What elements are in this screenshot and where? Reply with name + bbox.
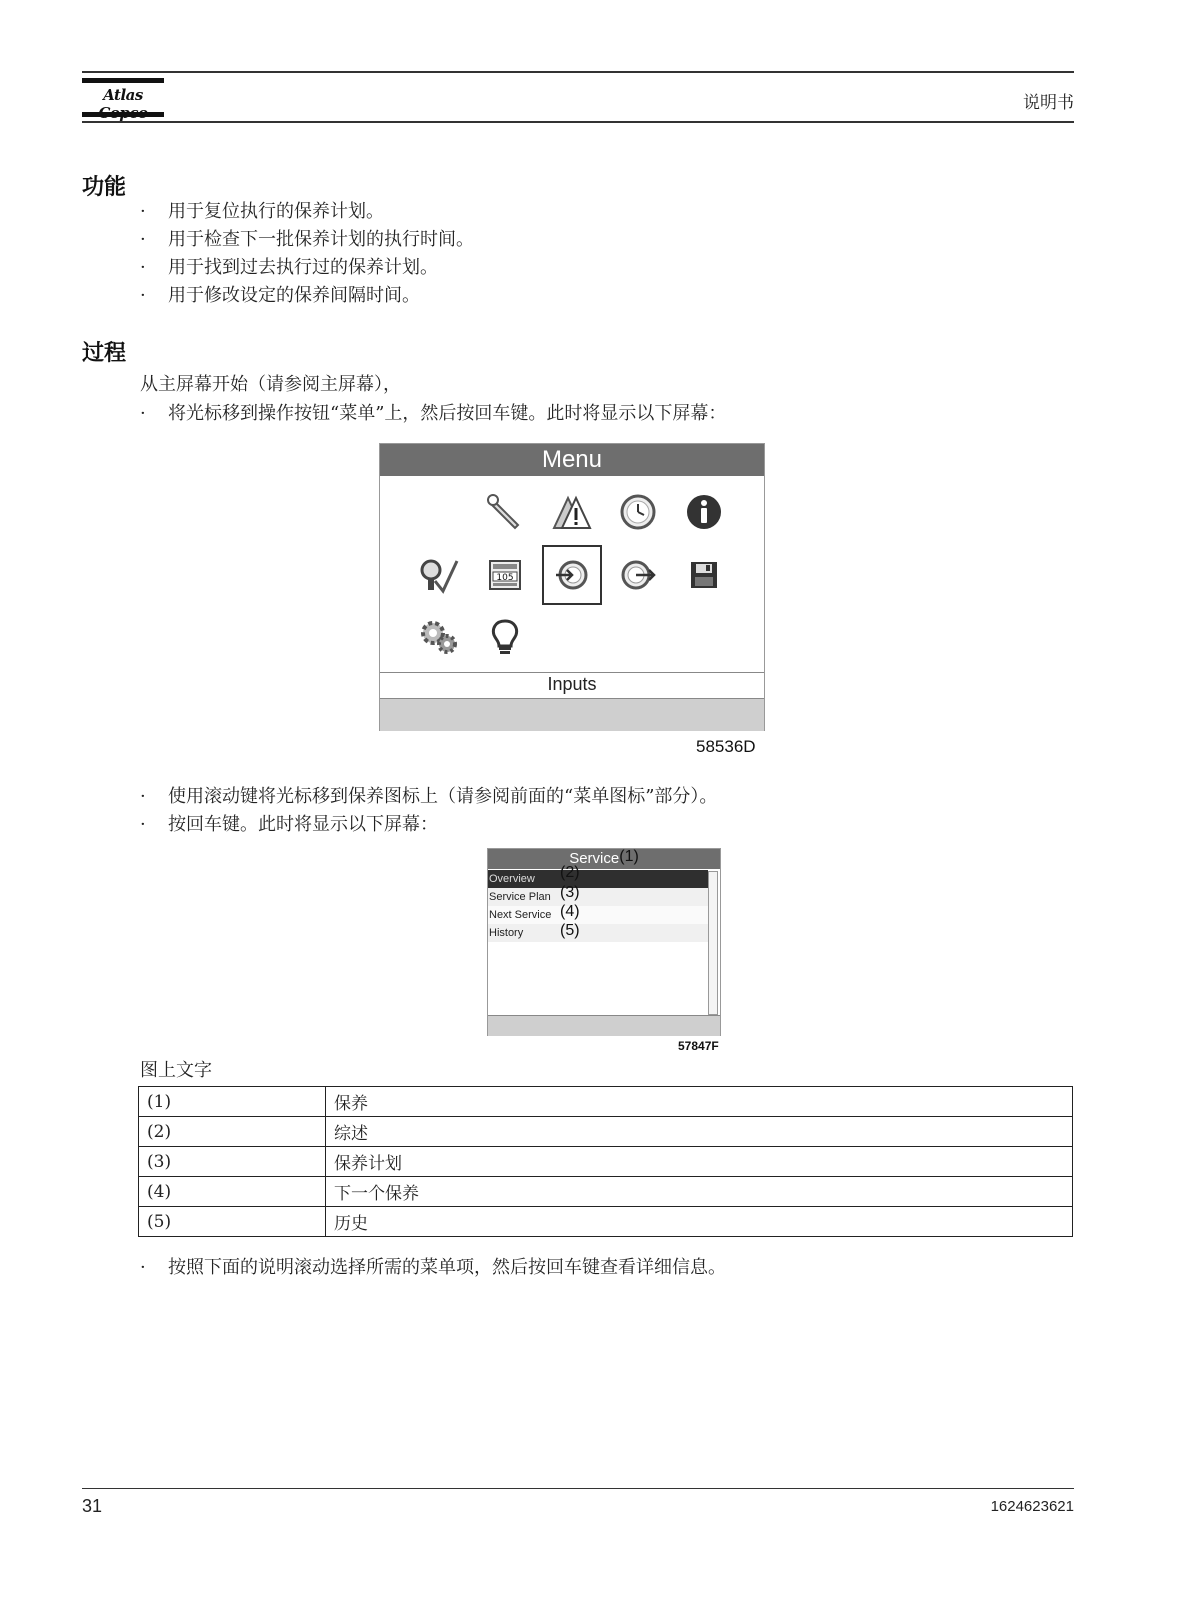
menu-figure-code: 58536D (696, 737, 756, 756)
procedure-step-list (140, 400, 726, 428)
functions-heading: 功能 (82, 175, 127, 200)
procedure-step: · 按照下面的说明滚动选择所需的菜单项，然后按回车键查看详细信息。 (140, 1254, 726, 1282)
table-row (139, 1117, 1073, 1147)
service-row-overview[interactable] (488, 870, 708, 888)
service-figure-code: 57847F (678, 1039, 719, 1053)
table-row (139, 1177, 1073, 1207)
callout-3: (3) (560, 884, 580, 901)
info-icon[interactable] (676, 484, 732, 540)
warning-icon[interactable] (543, 484, 599, 540)
procedure-heading: 过程 (82, 341, 127, 366)
callout-4: (4) (560, 903, 580, 920)
service-row-next-service[interactable] (488, 906, 708, 924)
legend-value: 综述 (326, 1117, 1073, 1147)
header-top-rule (82, 71, 1074, 73)
check-icon[interactable] (411, 547, 467, 603)
menu-screen (379, 443, 765, 731)
procedure-step-list (140, 1254, 726, 1282)
table-row (139, 1087, 1073, 1117)
procedure-step: · 按回车键。此时将显示以下屏幕： (140, 811, 717, 839)
menu-caption: Inputs (547, 674, 597, 694)
legend-caption: 图上文字 (140, 1060, 212, 1081)
procedure-step-list (140, 783, 717, 839)
procedure-step: · 使用滚动键将光标移到保养图标上（请参阅前面的“菜单图标”部分）。 (140, 783, 717, 811)
callout-5: (5) (560, 922, 580, 939)
scrollbar-thumb[interactable] (709, 872, 717, 1014)
save-icon[interactable] (676, 547, 732, 603)
footer-rule (82, 1488, 1074, 1489)
legend-key: (1) (139, 1087, 326, 1117)
service-row-label: Service Plan (489, 891, 551, 903)
service-screen (487, 848, 721, 1036)
svg-text:105: 105 (496, 573, 514, 583)
legend-key: (4) (139, 1177, 326, 1207)
brand-logo (82, 78, 164, 119)
clock-icon[interactable] (610, 484, 666, 540)
page-number: 31 (82, 1496, 103, 1516)
output-icon[interactable] (610, 547, 666, 603)
wrench-icon[interactable] (477, 484, 533, 540)
service-row-history[interactable] (488, 924, 708, 942)
list-item: · 用于检查下一批保养计划的执行时间。 (140, 226, 474, 254)
legend-value: 历史 (326, 1207, 1073, 1237)
procedure-intro: 从主屏幕开始（请参阅主屏幕）， (140, 374, 401, 395)
header-bottom-rule (82, 121, 1074, 123)
procedure-step: · 将光标移到操作按钮“菜单”上，然后按回车键。此时将显示以下屏幕： (140, 400, 726, 428)
legend-value: 下一个保养 (326, 1177, 1073, 1207)
menu-divider (380, 672, 764, 673)
service-row-label: Overview (489, 873, 535, 885)
service-row-service-plan[interactable] (488, 888, 708, 906)
service-row-label: History (489, 927, 524, 939)
table-row (139, 1147, 1073, 1177)
legend-table (138, 1086, 1073, 1237)
counter-icon[interactable] (477, 547, 533, 603)
callout-2: (2) (560, 864, 580, 881)
legend-value: 保养 (326, 1087, 1073, 1117)
legend-key: (5) (139, 1207, 326, 1237)
functions-list (140, 198, 474, 310)
input-icon[interactable] (542, 545, 602, 605)
doc-number: 1624623621 (990, 1498, 1074, 1515)
brand-name: Atlas (103, 86, 143, 104)
doc-label: 说明书 (1023, 93, 1074, 113)
menu-bottom-bar (380, 698, 764, 731)
callout-1: (1) (619, 848, 639, 865)
legend-value: 保养计划 (326, 1147, 1073, 1177)
legend-key: (3) (139, 1147, 326, 1177)
service-title-label: Service (569, 850, 620, 867)
service-scrollbar[interactable] (708, 871, 718, 1015)
list-item: · 用于复位执行的保养计划。 (140, 198, 474, 226)
table-row (139, 1207, 1073, 1237)
service-title (488, 849, 720, 869)
menu-title: Menu (380, 444, 764, 476)
service-bottom-bar (488, 1015, 720, 1036)
service-row-label: Next Service (489, 909, 552, 921)
bulb-icon[interactable] (477, 609, 533, 665)
legend-key: (2) (139, 1117, 326, 1147)
settings-icon[interactable] (411, 609, 467, 665)
list-item: · 用于修改设定的保养间隔时间。 (140, 282, 474, 310)
list-item: · 用于找到过去执行过的保养计划。 (140, 254, 474, 282)
